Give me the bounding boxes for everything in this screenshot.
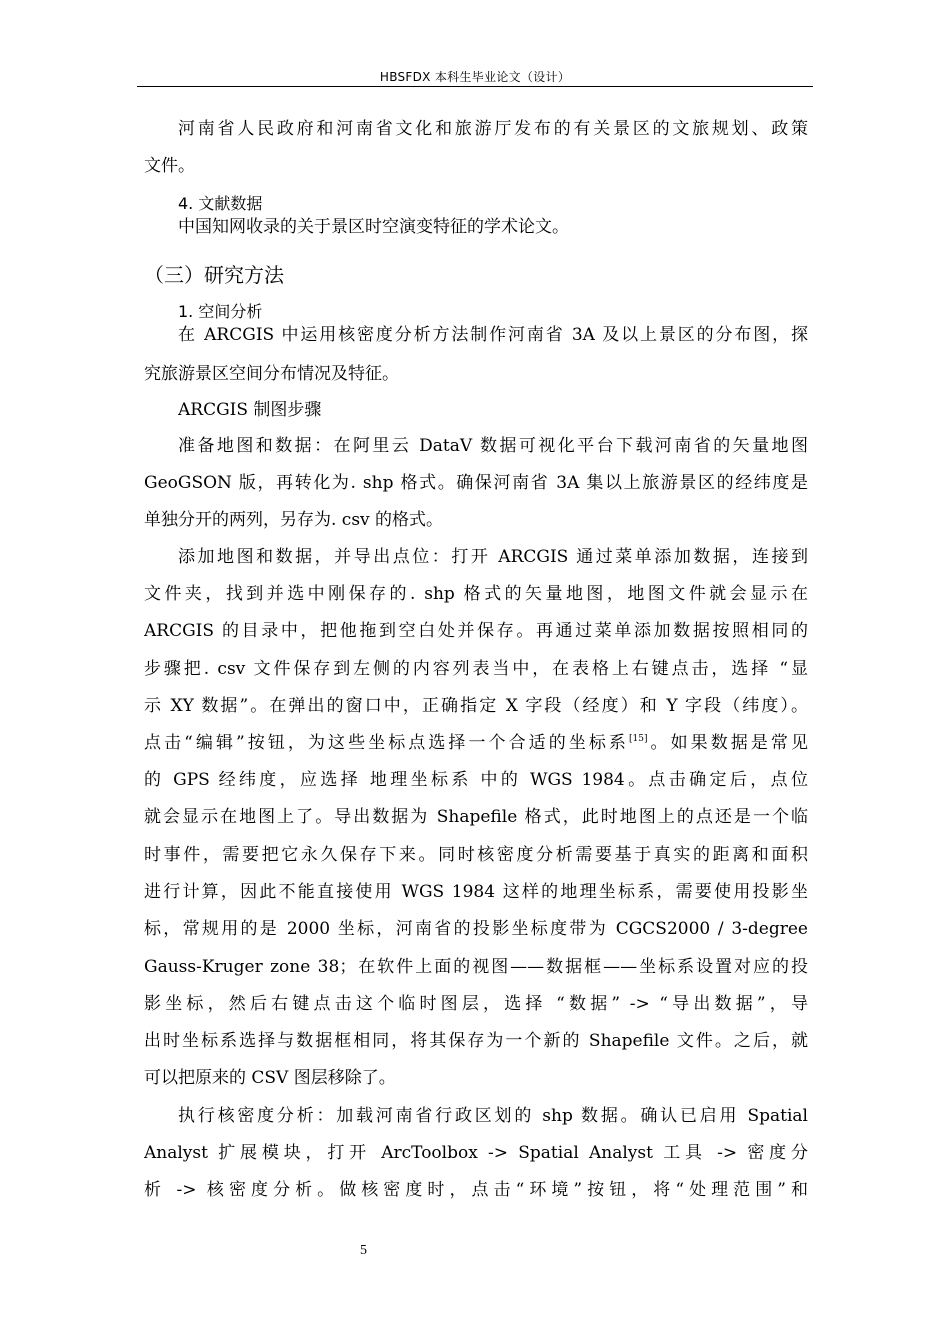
subheading-spatial-analysis: 1. 空间分析 bbox=[178, 302, 263, 321]
header-rule bbox=[137, 86, 813, 87]
paragraph-line: 进行计算，因此不能直接使用 WGS 1984 这样的地理坐标系，需要使用投影坐 bbox=[144, 882, 808, 902]
paragraph-line: 河南省人民政府和河南省文化和旅游厅发布的有关景区的文旅规划、政策 bbox=[178, 119, 808, 139]
paragraph-line: Analyst 扩展模块，打开 ArcToolbox -> Spatial Analyst 工具 -> 密度分 bbox=[144, 1143, 808, 1163]
paragraph-line: 执行核密度分析：加载河南省行政区划的 shp 数据。确认已启用 Spatial bbox=[178, 1106, 808, 1126]
paragraph-line: 中国知网收录的关于景区时空演变特征的学术论文。 bbox=[178, 217, 569, 237]
paragraph-line: 出时坐标系选择与数据框相同，将其保存为一个新的 Shapefile 文件。之后，就 bbox=[144, 1031, 808, 1051]
running-header: HBSFDX 本科生毕业论文（设计） bbox=[379, 70, 571, 84]
paragraph-line: ARCGIS 制图步骤 bbox=[178, 400, 322, 420]
paragraph-line bbox=[144, 732, 808, 754]
paragraph-line: 析 -> 核密度分析。做核密度时，点击“环境”按钮，将“处理范围”和 bbox=[144, 1180, 808, 1200]
page-number: 5 bbox=[360, 1243, 367, 1258]
paragraph-line: 文件夹，找到并选中刚保存的. shp 格式的矢量地图，地图文件就会显示在 bbox=[144, 584, 808, 604]
paragraph-line: 示 XY 数据”。在弹出的窗口中，正确指定 X 字段（经度）和 Y 字段（纬度）。 bbox=[144, 696, 808, 716]
paragraph-line: 的 GPS 经纬度，应选择 地理坐标系 中的 WGS 1984。点击确定后，点位 bbox=[144, 770, 808, 790]
section-heading-research-method: （三）研究方法 bbox=[144, 263, 284, 287]
citation-ref: [15] bbox=[629, 734, 648, 744]
paragraph-text: 。如果数据是常见 bbox=[647, 733, 808, 753]
paragraph-line: ARCGIS 的目录中，把他拖到空白处并保存。再通过菜单添加数据按照相同的 bbox=[144, 621, 808, 641]
paragraph-line: 影坐标，然后右键点击这个临时图层，选择 “数据” -> “导出数据”，导 bbox=[144, 994, 808, 1014]
paragraph-line: 单独分开的两列，另存为. csv 的格式。 bbox=[144, 510, 444, 530]
paragraph-text: 点击“编辑”按钮，为这些坐标点选择一个合适的坐标系 bbox=[144, 733, 629, 753]
paragraph-line: 就会显示在地图上了。导出数据为 Shapefile 格式，此时地图上的点还是一个临 bbox=[144, 807, 808, 827]
paragraph-line: 标，常规用的是 2000 坐标，河南省的投影坐标度带为 CGCS2000 / 3-degree bbox=[144, 919, 808, 939]
paragraph-line: 究旅游景区空间分布情况及特征。 bbox=[144, 364, 399, 384]
subheading-literature-data: 4. 文献数据 bbox=[178, 194, 263, 213]
paragraph-line: 时事件，需要把它永久保存下来。同时核密度分析需要基于真实的距离和面积 bbox=[144, 845, 808, 865]
paragraph-line: 步骤把. csv 文件保存到左侧的内容列表当中，在表格上右键点击，选择 “显 bbox=[144, 659, 808, 679]
paragraph-line: 在 ARCGIS 中运用核密度分析方法制作河南省 3A 及以上景区的分布图，探 bbox=[178, 325, 808, 345]
paragraph-line: GeoGSON 版，再转化为. shp 格式。确保河南省 3A 集以上旅游景区的经纬度是 bbox=[144, 473, 808, 493]
paragraph-line: 文件。 bbox=[144, 156, 195, 176]
paragraph-line: Gauss-Kruger zone 38；在软件上面的视图——数据框——坐标系设置对应的投 bbox=[144, 957, 808, 977]
paragraph-line: 准备地图和数据：在阿里云 DataV 数据可视化平台下载河南省的矢量地图 bbox=[178, 436, 808, 456]
paragraph-line: 添加地图和数据，并导出点位：打开 ARCGIS 通过菜单添加数据，连接到 bbox=[178, 547, 808, 567]
paragraph-line: 可以把原来的 CSV 图层移除了。 bbox=[144, 1068, 396, 1088]
